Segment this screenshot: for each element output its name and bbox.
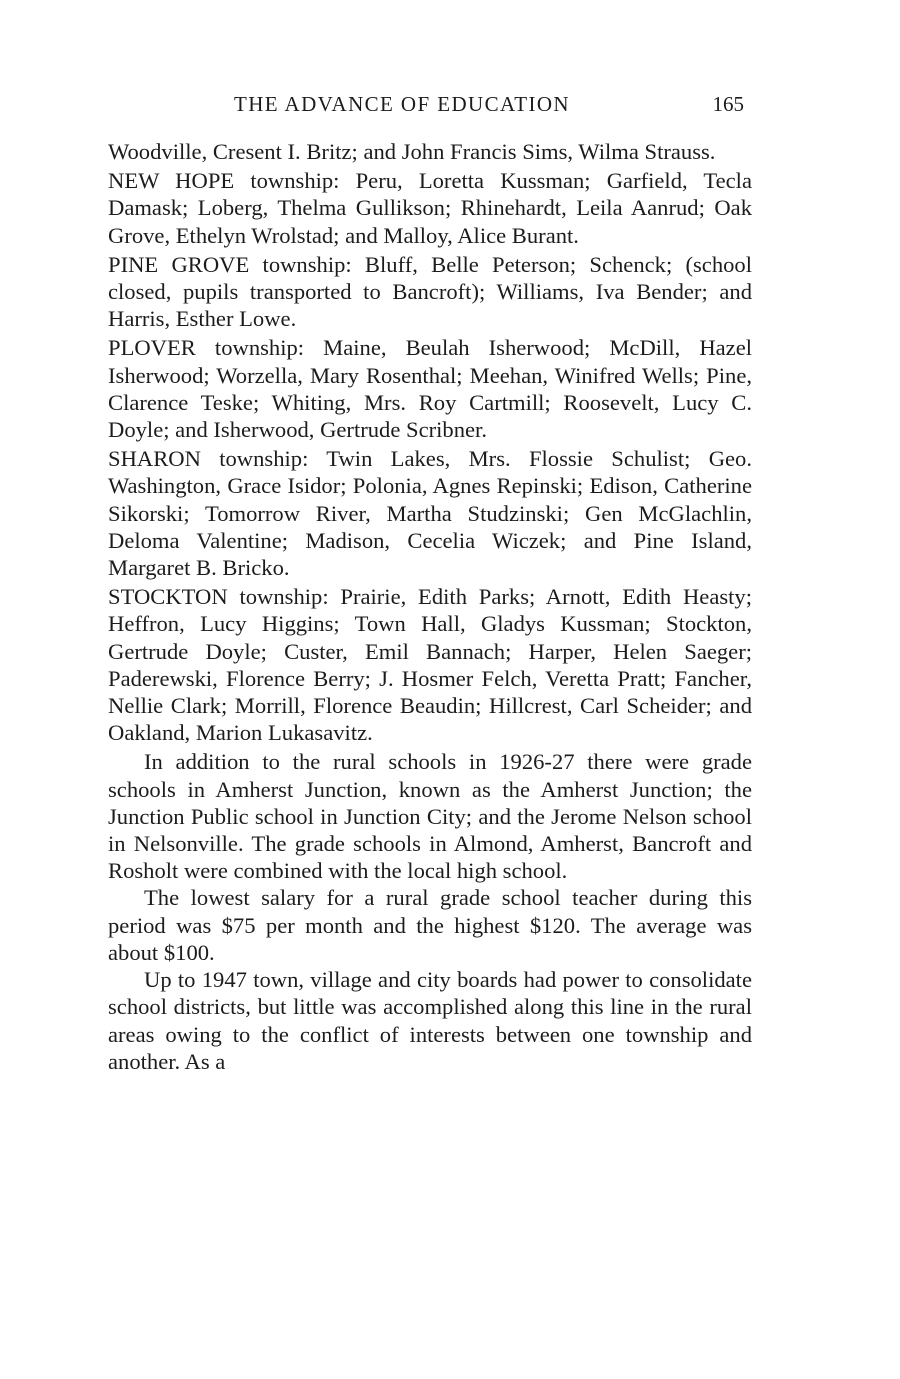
page-number: 165 bbox=[712, 92, 744, 116]
township-entry-new-hope: NEW HOPE township: Peru, Loretta Kussman; Garfield, Tecla Damask; Loberg, Thelma Gullikson; Rhinehardt, Leila Aanrud; Oak Grove, Ethelyn Wrolstad; and Malloy, Alice Burant. bbox=[108, 168, 752, 248]
township-entry-woodville: Woodville, Cresent I. Britz; and John Francis Sims, Wilma Strauss. bbox=[108, 139, 716, 164]
paragraph-consolidation: Up to 1947 town, village and city boards had power to consolidate school districts, but little was accomplished along this line in the rural areas owing to the conflict of interests between one township and another. As a bbox=[108, 967, 752, 1074]
book-page bbox=[108, 92, 752, 1075]
chapter-title: THE ADVANCE OF EDUCATION bbox=[234, 92, 570, 116]
township-entry-stockton: STOCKTON township: Prairie, Edith Parks; Arnott, Edith Heasty; Heffron, Lucy Higgins; Town Hall, Gladys Kussman; Stockton, Gertrude Doyle; Custer, Emil Bannach; Harper, Helen Saeger; Paderewski, Florence Berry; J. Hosmer Felch, Veretta Pratt; Fancher, Nellie Clark; Morrill, Florence Beaudin; Hillcrest, Carl Scheider; and Oakland, Marion Lukasavitz. bbox=[108, 584, 752, 746]
paragraph-grade-schools: In addition to the rural schools in 1926-27 there were grade schools in Amherst Junction, known as the Amherst Junction; the Junction Public school in Junction City; and the Jerome Nelson school in Nelsonville. The grade schools in Almond, Amherst, Bancroft and Rosholt were combined with the local high school. bbox=[108, 749, 752, 884]
township-entry-sharon: SHARON township: Twin Lakes, Mrs. Flossie Schulist; Geo. Washington, Grace Isidor; Polonia, Agnes Repinski; Edison, Catherine Sikorski; Tomorrow River, Martha Studzinski; Gen McGlachlin, Deloma Valentine; Madison, Cecelia Wiczek; and Pine Island, Margaret B. Bricko. bbox=[108, 446, 752, 581]
township-entry-plover: PLOVER township: Maine, Beulah Isherwood; McDill, Hazel Isherwood; Worzella, Mary Rosenthal; Meehan, Winifred Wells; Pine, Clarence Teske; Whiting, Mrs. Roy Cartmill; Roosevelt, Lucy C. Doyle; and Isherwood, Gertrude Scribner. bbox=[108, 335, 752, 443]
paragraph-salary: The lowest salary for a rural grade school teacher during this period was $75 per month and the highest $120. The average was about $100. bbox=[108, 885, 752, 965]
body-text bbox=[108, 138, 752, 1075]
running-head bbox=[108, 92, 752, 126]
township-entry-pine-grove: PINE GROVE township: Bluff, Belle Peterson; Schenck; (school closed, pupils transported to Bancroft); Williams, Iva Bender; and Harris, Esther Lowe. bbox=[108, 251, 752, 332]
